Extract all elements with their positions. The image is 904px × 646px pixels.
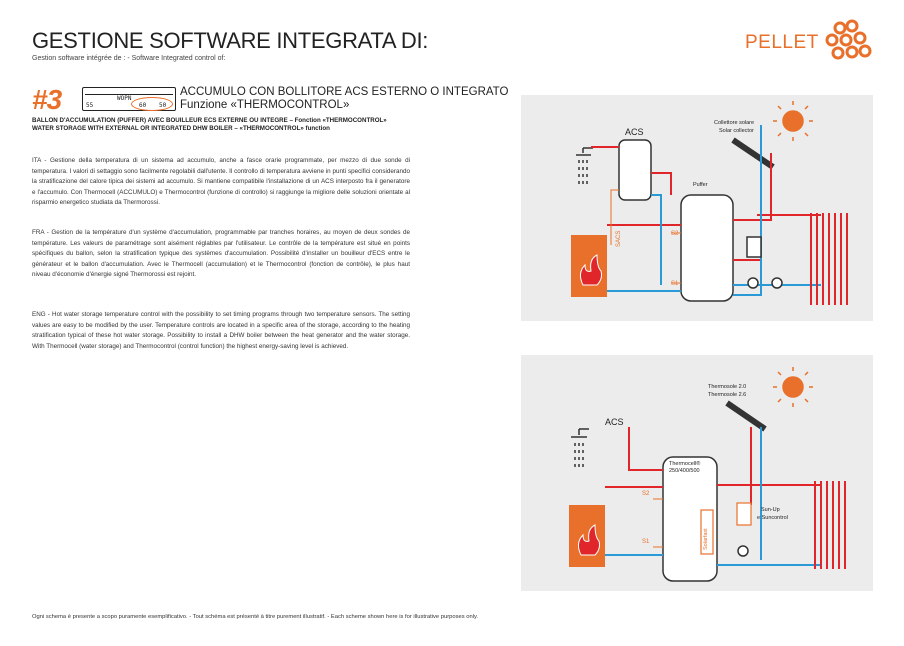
- paragraph-eng: ENG - Hot water storage temperature control with the possibility to set timing programs through two temperature sensors. The setting values are easy to be modified by the user. Temperature controls are located in a specific area of the storage, according to the heating stratification typical of these hot water storage. Possibility to install a DHW boiler between the heat generator and the water storage. With Thermocell (water storage) and Thermocontrol (control function) the highest energy-saving level is achieved.: [32, 311, 410, 350]
- label-thermosole-2: Thermosole 2.6: [708, 392, 747, 398]
- pump-icon: [748, 278, 758, 288]
- label-solarfast: Solarfast: [703, 528, 709, 550]
- label-thermocell: Thermocell®: [669, 461, 701, 467]
- section-number: #3: [32, 84, 62, 115]
- label-collector-en: Solar collector: [719, 128, 754, 134]
- pump-icon: [772, 278, 782, 288]
- label-puffer: Puffer: [693, 182, 708, 188]
- display-mode: WOPN: [117, 95, 132, 102]
- footnote: Ogni schema è presente a scopo puramente esemplificativo. - Tout schéma est présenté à titre purement illustratif. - Each scheme shown here is for illustrative purposes only.: [32, 614, 479, 620]
- page-title: GESTIONE SOFTWARE INTEGRATA DI:: [32, 28, 429, 53]
- shower-icon: [576, 148, 593, 184]
- display-right-value: 50: [159, 102, 167, 109]
- sun-icon: [773, 367, 813, 407]
- control-display-icon: [82, 87, 176, 111]
- label-thermosole-1: Thermosole 2.0: [708, 384, 747, 390]
- paragraph-ita: ITA - Gestione della temperatura di un sistema ad accumulo, anche a fasce orarie programmate, per mezzo di due sonde di temperatura. I valori di settaggio sono facilmente regolabili dall'utente. Il controllo di temperatura avviene in punti specifici considerando la stratificazione del calore tipica dei sistemi ad accumulo. Si mantiene compatibile l'installazione di un ACS interposto fra il generatore e l'accumulo. Con Thermocell (ACCUMULO) e Thermocontrol (funzione di controllo) si raggiunge la migliore delle soluzioni orientate al risparmio energetico studiata da Thermorossi.: [32, 157, 410, 207]
- label-s2: S2: [642, 491, 650, 497]
- solar-control-box: [747, 237, 761, 257]
- paragraph-fra: FRA - Gestion de la température d'un système d'accumulation, programmable par tranches horaires, au moyen de deux sondes de température. Les valeurs de paramétrage sont aisément réglables par l'utilisateur. Le contrôle de la température est situé en points spécifiques du ballon, selon la stratification typique des systèmes d'accumulation. Possibilité d'installer un bouilleur d'ECS entre le générateur et le ballon d'accumulation. Avec le Thermocell (accumulation) et le Thermocontrol (fonction de contrôle), le plus haut niveau d'économie d'énergie signé Thermorossi est rejoint.: [32, 229, 410, 279]
- solar-collector-icon: [733, 140, 773, 167]
- display-highlight-ring: [131, 97, 173, 111]
- section-title-fr: BALLON D'ACCUMULATION (PUFFER) AVEC BOUILLEUR ECS EXTERNE OU INTEGRE – Fonction «THERMOCONTROL»: [32, 117, 387, 124]
- diagram-puffer-external-acs: [521, 95, 873, 321]
- label-acs: ACS: [605, 417, 624, 427]
- diagram1-schematic: [521, 95, 873, 321]
- acs-tank: [619, 140, 651, 200]
- section-function: Funzione «THERMOCONTROL»: [180, 99, 350, 111]
- display-left-value: 55: [86, 102, 94, 109]
- stove-icon: [571, 235, 607, 297]
- label-s1: S1: [642, 539, 650, 545]
- brand-name: PELLET: [745, 32, 819, 53]
- sun-icon: [773, 101, 813, 141]
- label-sun-up: Sun-Up: [761, 507, 780, 513]
- label-acs: ACS: [625, 127, 644, 137]
- section-title: ACCUMULO CON BOLLITORE ACS ESTERNO O INTEGRATO: [180, 86, 509, 98]
- section-title-en: WATER STORAGE WITH EXTERNAL OR INTEGRATED DHW BOILER – «THERMOCONTROL» function: [32, 125, 330, 132]
- label-suncontrol: e Suncontrol: [757, 515, 788, 521]
- shower-icon: [571, 429, 589, 467]
- page-subtitle: Gestion software intégrée de : - Software Integrated control of:: [32, 55, 226, 62]
- pellet-logo-icon: [820, 18, 874, 64]
- pump-icon: [738, 546, 748, 556]
- label-s2: S2: [671, 231, 679, 237]
- puffer-tank: [681, 195, 733, 301]
- radiator-icon: [811, 213, 847, 305]
- label-sizes: 250/400/500: [669, 468, 700, 474]
- stove-icon: [569, 505, 605, 567]
- label-collector-it: Collettore solare: [714, 120, 755, 126]
- solar-collector-icon: [727, 403, 765, 429]
- label-s1: S1: [671, 281, 679, 287]
- diagram-thermocell-integrated-acs: [521, 355, 873, 591]
- radiator-icon: [815, 481, 845, 569]
- sun-up-control-box: [737, 503, 751, 525]
- label-sacs: SACS: [616, 230, 622, 247]
- display-mid-value: 60: [139, 102, 147, 109]
